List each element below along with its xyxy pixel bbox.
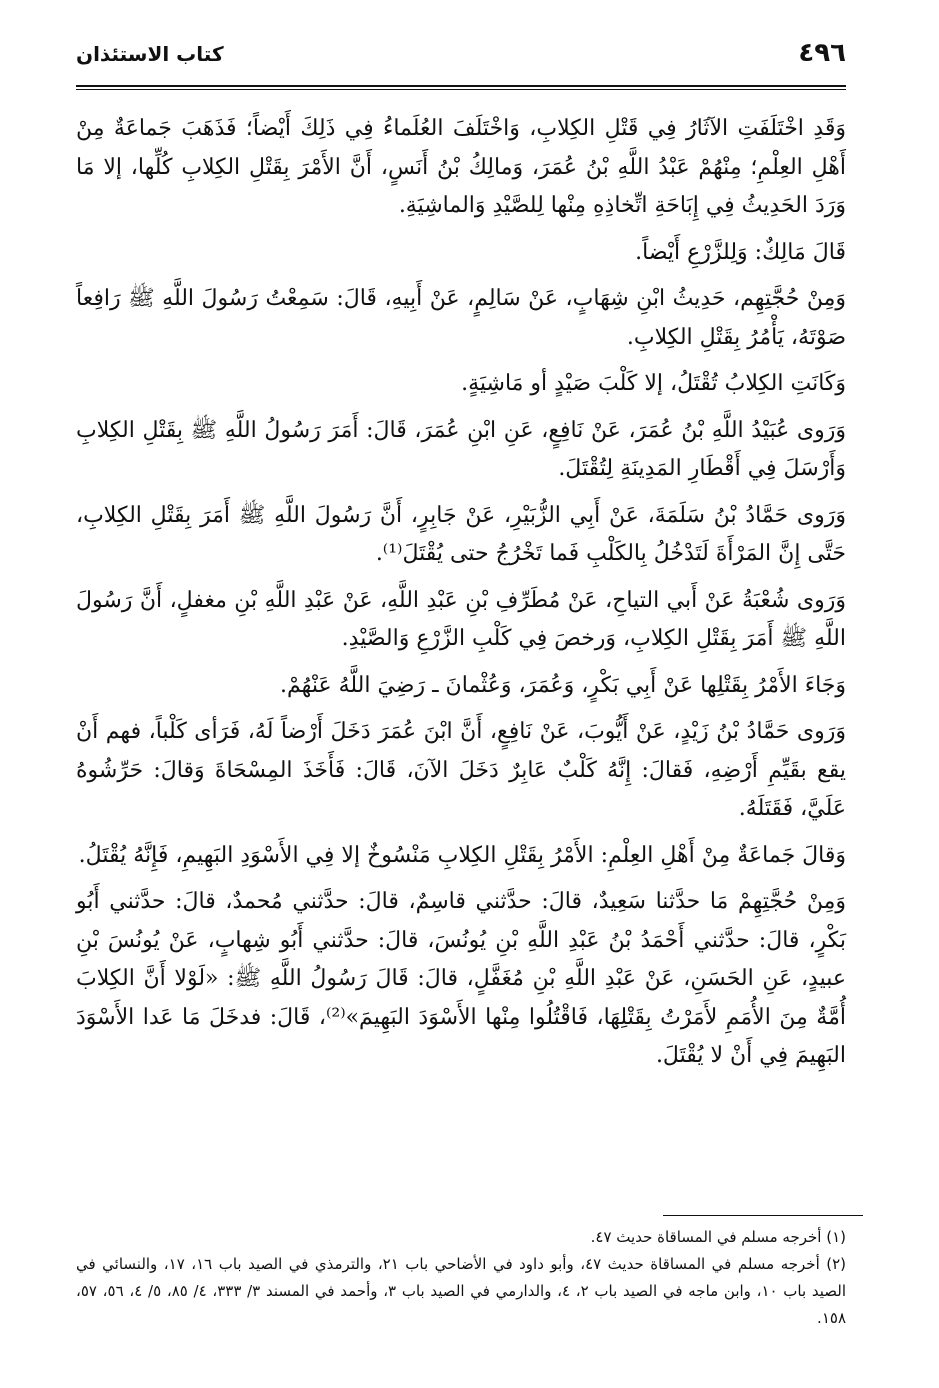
paragraph: وَرَوى عُبَيْدُ اللَّهِ بْنُ عُمَرَ، عَنْ نَافِعٍ، عَنِ ابْنِ عُمَرَ، قَالَ: أَمَرَ رَسُولُ اللَّهِ ﷺ بِقَتْلِ الكِلابِ وَأَرْسَلَ فِي أَقْطَارِ المَدِينَةِ لِتُقْتَلَ. — [76, 411, 846, 496]
paragraph: وَرَوى حَمَّادُ بْنُ سَلَمَةَ، عَنْ أَبِي الزُّبَيْرِ، عَنْ جَابِرٍ، أَنَّ رَسُولَ اللَّهِ ﷺ أَمَرَ بِقَتْلِ الكِلابِ، حَتَّى إِنَّ المَرْأَةَ لَتَدْخُلُ بِالكَلْبِ فَما تَخْرُجُ حتى يُقْتَلَ⁽¹⁾. — [76, 496, 846, 581]
paragraph: وَرَوى شُعْبَةُ عَنْ أَبي التياحِ، عَنْ مُطَرِّفِ بْنِ عَبْدِ اللَّهِ، عَنْ عَبْدِ اللَّهِ بْنِ مغفلٍ، أَنَّ رَسُولَ اللَّهِ ﷺ أَمَرَ بِقَتْلِ الكِلابِ، وَرخصَ فِي كَلْبِ الزَّرْعِ وَالصَّيْدِ. — [76, 581, 846, 666]
paragraph: وَقالَ جَماعَةٌ مِنْ أَهْلِ العِلْمِ: الأَمْرُ بِقَتْلِ الكِلابِ مَنْسُوخٌ إلا فِي الأَسْوَدِ البَهِيمِ، فَإِنَّهُ يُقْتَلُ. — [76, 836, 846, 883]
paragraph: وَمِنْ حُجَّتِهِمْ مَا حدَّثنا سَعِيدٌ، قالَ: حدَّثني قاسِمٌ، قالَ: حدَّثني مُحمدٌ، قالَ: حدَّثني أَبُو بَكْرٍ، قالَ: حدَّثني أَحْمَدُ بْنُ عَبْدِ اللَّهِ بْنِ يُونُسَ، قالَ: حدَّثني أَبُو شِهابٍ، عَنْ يُونُسَ بْنِ عبيدٍ، عَنِ الحَسَنِ، عَنْ عَبْدِ اللَّهِ بْنِ مُغَفَّلٍ، قالَ: قَالَ رَسُولُ اللَّهِ ﷺ: «لَوْلا أَنَّ الكِلابَ أُمَّةٌ مِنَ الأُمَمِ لأَمَرْتُ بِقَتْلِهَا، فَاقْتُلُوا مِنْها الأَسْوَدَ البَهِيمَ»⁽²⁾، قَالَ: فدخَلَ مَا عَدا الأَسْوَدَ البَهِيمَ فِي أَنْ لا يُقْتَلَ. — [76, 882, 846, 1083]
footnotes — [76, 1224, 846, 1332]
paragraph: وَرَوى حَمَّادُ بْنُ زَيْدٍ، عَنْ أَيُّوبَ، عَنْ نَافِعٍ، أَنَّ ابْنَ عُمَرَ دَخَلَ أَرْضاً لَهُ، فَرَأى كَلْباً، فهم أَنْ يقع بقَيِّمِ أَرْضِهِ، فَقالَ: إِنَّهُ كَلْبٌ عَابِرٌ دَخَلَ الآنَ، قَالَ: فَأَخَذَ المِسْحَاةَ وَقالَ: حَرِّشُوهُ عَلَيَّ، فَقَتَلَهُ. — [76, 712, 846, 836]
book-title: كتاب الاستئذان — [76, 42, 224, 66]
paragraph: وَمِنْ حُجَّتِهِم، حَدِيثُ ابْنِ شِهَابٍ، عَنْ سَالِمٍ، عَنْ أَبِيهِ، قَالَ: سَمِعْتُ رَسُولَ اللَّهِ ﷺ رَافِعاً صَوْتَهُ، يَأْمُرُ بِقَتْلِ الكِلابِ. — [76, 279, 846, 364]
paragraph: وَقَدِ اخْتَلَفَتِ الآثَارُ فِي قَتْلِ الكِلابِ، وَاخْتَلَفَ العُلَماءُ فِي ذَلِكَ أَيْضاً؛ فَذَهَبَ جَماعَةٌ مِنْ أَهْلِ العِلْمِ؛ مِنْهُمْ عَبْدُ اللَّهِ بْنُ عُمَرَ، وَمالِكُ بْنُ أَنَسٍ، أَنَّ الأَمْرَ بِقَتْلِ الكِلابِ كُلِّها، إلا مَا وَرَدَ الحَدِيثُ فِي إِبَاحَةِ اتِّخاذِهِ مِنْها لِلصَّيْدِ وَالماشِيَةِ. — [76, 116, 846, 218]
footnote-separator — [663, 1215, 863, 1216]
footnote: (١) أخرجه مسلم في المساقاة حديث ٤٧. — [590, 1228, 846, 1246]
main-text — [76, 110, 846, 1083]
page-header — [76, 38, 846, 78]
paragraph: وَكَانَتِ الكِلابُ تُقْتَلُ، إلا كَلْبَ صَيْدٍ أو مَاشِيَةٍ. — [76, 364, 846, 411]
header-rule — [76, 85, 846, 90]
paragraph: وَجَاءَ الأَمْرُ بِقَتْلِها عَنْ أَبِي بَكْرٍ، وَعُمَرَ، وَعُثْمانَ ـ رَضِيَ اللَّهُ عَنْهُمْ. — [76, 666, 846, 713]
page-number: ٤٩٦ — [798, 38, 846, 68]
paragraph: قَالَ مَالِكٌ: وَلِلزَّرْعِ أَيْضاً. — [76, 233, 846, 280]
footnote: (٢) أخرجه مسلم في المساقاة حديث ٤٧، وأبو داود في الأضاحي باب ٢١، والترمذي في الصيد باب ١٦، ١٧، والنسائي في الصيد باب ١٠، وابن ماجه في الصيد باب ٢، ٤، والدارمي في الصيد باب ٣، وأحمد في المسند ٣/ ٣٣٣، ٤/ ٨٥، ٥/ ٤، ٥٦، ٥٧، ١٥٨. — [76, 1255, 847, 1327]
